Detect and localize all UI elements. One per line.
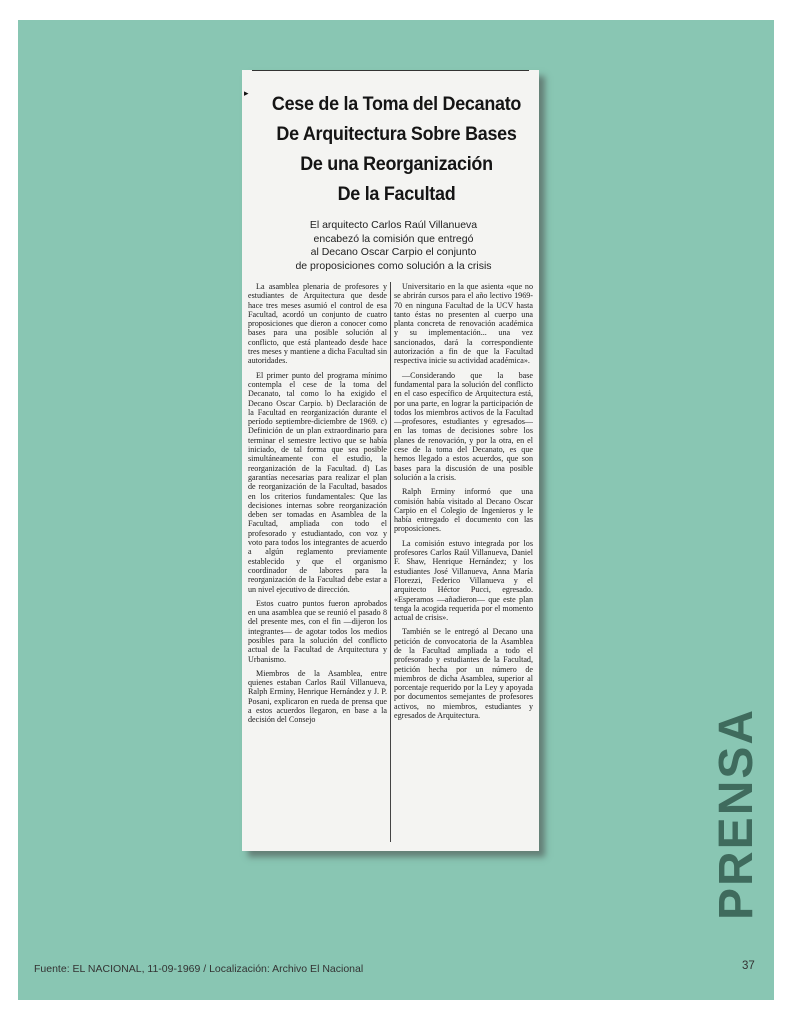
margin-mark: ▸ [244,88,249,98]
prensa-label-text: PRENSA [710,707,763,920]
paragraph: La comisión estuvo integrada por los profesores Carlos Raúl Villanueva, Daniel F. Shaw, Henrique Hernández; y los estudiantes José Villanueva, Anna María Florezzi, Federico Villanueva y el arquitecto Héctor Pucci, egresado. «Esperamos —añadieron— que este plan tenga la acogida requerida por el momento actual de crisis». [394,538,533,623]
headline [271,89,522,209]
page-number: 37 [742,960,755,972]
paragraph: La asamblea plenaria de profesores y estudiantes de Arquitectura que desde hace tres meses asumió el control de esa Facultad, acordó un conjunto de cuatro proposiciones que dieron a conocer como bases para una posible solución al conflicto, que está planteado desde hace tres meses y mantiene a dicha Facultad sin autoridades. [248,282,387,366]
left-column [248,282,391,842]
right-column [391,282,533,842]
paragraph: El primer punto del programa mínimo contempla el cese de la toma del Decanato, tal como lo ha exigido el Decano Oscar Carpio. b) Declaración de la Facultad en reorganización durante el período septiembre-diciembre de 1969. c) Definición de un plan extraordinario para terminar el semestre lectivo que se había iniciado, de tal forma que sea posible simultáneamente con el estudio, la reorganización de la Facultad. d) Las garantías necesarias para realizar el plan de reorganización de la Facultad, basados en los criterios fundamentales: Que las decisiones internas sobre reorganización deben ser tomadas en Asamblea de la Facultad, ampliada con todo el profesorado y estudiantado, con voz y voto para todos los integrantes de acuerdo a algún reglamento previamente establecido y que el organismo coordinador de labores para la reorganización de la Facultad debe estar a un nivel ejecutivo de dirección. [248,370,387,594]
subheadline [256,219,531,273]
headline-line: Cese de la Toma del Decanato [271,93,522,115]
source-caption: Fuente: EL NACIONAL, 11-09-1969 / Localización: Archivo El Nacional [34,963,364,975]
newspaper-clipping [242,70,539,851]
subheadline-line: El arquitecto Carlos Raúl Villanueva [309,219,478,231]
paragraph: También se le entregó al Decano una petición de convocatoria de la Asamblea de la Facultad ampliada a todo el profesorado y estudiantes de la Facultad, petición hecha por un número de miembros de dicha Asamblea, superior al porcentaje requerido por la Ley y apoyada por documentos semejantes de profesores activos, no miembros, estudiantes y egresados de Arquitectura. [394,627,533,721]
paragraph: —Considerando que la base fundamental para la solución del conflicto en el caso específico de Arquitectura está, por una parte, en lograr la participación de todos los miembros activos de la Facultad —profesores, estudiantes y egresados— en las tomas de decisiones sobre los planes de renovación, y por la otra, en el cese de la toma del Decanato, es que hemos llegado a estos acuerdos, que son bases para la discusión de una posible solución a la crisis. [394,370,533,482]
headline-line: De la Facultad [337,183,456,205]
prensa-label [690,702,780,932]
subheadline-line: de proposiciones como solución a la crisis [295,259,492,272]
subheadline-line: al Decano Oscar Carpio el conjunto [310,246,477,258]
article-body [248,282,533,842]
subheadline-line: encabezó la comisión que entregó [313,232,474,245]
paragraph: Universitario en la que asienta «que no se abrirán cursos para el año lectivo 1969-70 en ninguna Facultad de la UCV hasta tanto éstas no presenten al cuerpo una planta concreta de renovación académica y su implementación... una vez sancionados, dará la correspondiente autorización a fin de que la Facultad respectiva inicie su actividad académica». [394,282,533,366]
paragraph: Estos cuatro puntos fueron aprobados en una asamblea que se reunió el pasado 8 del presente mes, con el fin —dijeron los integrantes— de agotar todos los medios posibles para la solución del conflicto actual de la Facultad de Arquitectura y Urbanismo. [248,598,387,664]
headline-line: De Arquitectura Sobre Bases [276,123,517,145]
paragraph: Ralph Erminy informó que una comisión había visitado al Decano Oscar Carpio en el Colegio de Ingenieros y le había entregado el documento con las proposiciones. [394,487,533,534]
headline-line: De una Reorganización [300,153,493,175]
paragraph: Miembros de la Asamblea, entre quienes estaban Carlos Raúl Villanueva, Ralph Erminy, Henrique Hernández y J. P. Posani, explicaron en rueda de prensa que a estos acuerdos llegaron, en base a la decisión del Consejo [248,668,387,725]
